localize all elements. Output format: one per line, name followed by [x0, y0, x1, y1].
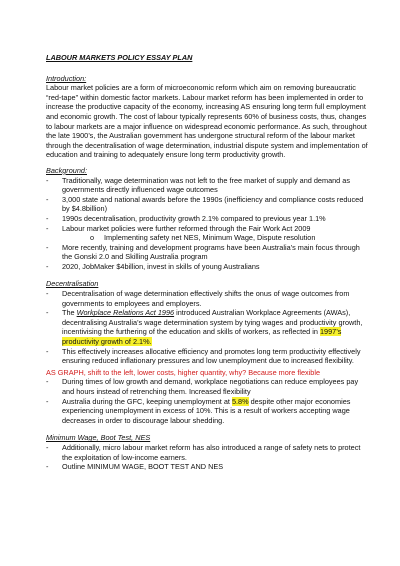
list-item: [46, 289, 372, 308]
list-item: [46, 462, 372, 472]
dash-bullet: -: [46, 442, 49, 452]
dash-bullet: -: [46, 223, 49, 233]
minimum-wage-list: [46, 443, 372, 472]
list-item: [46, 176, 372, 195]
dash-bullet: -: [46, 396, 49, 406]
act-name: Workplace Relations Act 1996: [76, 308, 175, 318]
dash-bullet: -: [46, 377, 49, 387]
dash-bullet: -: [46, 308, 49, 318]
background-heading: Background:: [46, 165, 87, 175]
background-list: [46, 176, 372, 272]
list-item-text: More recently, training and development programs have been Australia’s main focus through the Gonski 2.0 and Skilling Australia program: [62, 242, 360, 262]
list-item: [46, 195, 372, 214]
list-item: [46, 262, 372, 272]
dash-bullet: -: [46, 175, 49, 185]
red-note: AS GRAPH, shift to the left, lower costs, higher quantity, why? Because more flexible: [46, 367, 321, 377]
dash-bullet: -: [46, 346, 49, 356]
list-item-text: 2020, JobMaker $4billion, invest in skills of young Australians: [62, 261, 260, 271]
list-item-text: This effectively increases allocative efficiency and promotes long term productivity effectively ensuring reduced inflationary pressures and low unemployment due to increased flexibility.: [62, 346, 361, 366]
list-item-text: 3,000 state and national awards before the 1990s (inefficiency and compliance costs reduced by $4.8billion): [62, 194, 364, 214]
list-item: [46, 377, 372, 396]
list-item-text: Traditionally, wage determination was not left to the free market of supply and demand as governments directly influenced wage outcomes: [62, 175, 350, 195]
dash-bullet: -: [46, 213, 49, 223]
document-title: LABOUR MARKETS POLICY ESSAY PLAN: [46, 53, 193, 62]
decentralisation-list: [46, 289, 372, 366]
list-item-text: During times of low growth and demand, workplace negotiations can reduce employees pay and hours instead of retrenching them. Increased flexibility: [62, 377, 359, 396]
dash-bullet: -: [46, 462, 49, 472]
dash-bullet: -: [46, 289, 49, 299]
list-item: [46, 443, 372, 462]
dash-bullet: -: [46, 242, 49, 252]
circle-bullet: o: [90, 233, 95, 243]
list-item-text-post: introduced Australian Workplace Agreements (AWAs), decentralising Australia’s wage determination system by tying wages and productivity growth, incentivising the furthering of the education and skills of workers, as reflected in: [62, 308, 363, 337]
dash-bullet: -: [46, 194, 49, 204]
list-item: [46, 214, 372, 224]
list-item-text: Outline MINIMUM WAGE, BOOT TEST AND NES: [62, 462, 224, 472]
intro-paragraph: Labour market policies are a form of microeconomic reform which aim on removing bureaucratic “red-tape” within domestic factor markets. Labour market reform has been implemented in order to increase the productive capacity of the economy, increasing AS ensuring long term full employment and economic growth. The cost of labour typically represents 60% of business costs, thus, changes to labour markets are a major influence on widespread economic performance. As such, throughout the late 1900’s, the Australian government has undergone structural reform of the labour market through the decentralisation of wage determination, industrial dispute system and implementation of education and training to adequately ensure long term productivity growth.: [46, 83, 368, 160]
minimum-wage-heading: Minimum Wage, Boot Test, NES: [46, 433, 151, 443]
document-body: [46, 53, 372, 474]
list-item: [46, 308, 372, 346]
highlighted-text: 1997’s productivity growth of 2.1%.: [62, 327, 342, 347]
dash-bullet: -: [46, 261, 49, 271]
list-item-text-post: despite other major economies experiencing unemployment in excess of 10%. This is a result of workers accepting wage decreases in order to discourage labour shedding.: [62, 396, 351, 425]
highlighted-text: 5.8%: [231, 396, 249, 406]
decentralisation-list-2: [46, 377, 372, 425]
list-item-text: Additionally, micro labour market reform has also introduced a range of safety nets to protect the exploitation of low-income earners.: [62, 442, 361, 462]
list-item: [46, 224, 372, 243]
decentralisation-heading: Decentralisation: [46, 279, 99, 289]
intro-heading: Introduction:: [46, 73, 87, 83]
list-item-text: Decentralisation of wage determination effectively shifts the onus of wage outcomes from governments to employees and employers.: [62, 289, 350, 308]
list-item-text-pre: The: [62, 308, 77, 318]
list-item-text-pre: Australia during the GFC, keeping unemployment at: [62, 396, 232, 406]
list-item: [46, 243, 372, 262]
list-item: [46, 347, 372, 366]
list-item-text: 1990s decentralisation, productivity growth 2.1% compared to previous year 1.1%: [62, 213, 326, 223]
sub-list-item-text: Implementing safety net NES, Minimum Wage, Dispute resolution: [104, 233, 316, 243]
sub-list-item: [90, 233, 372, 243]
list-item-text: Labour market policies were further reformed through the Fair Work Act 2009: [62, 223, 311, 233]
list-item: [46, 397, 372, 426]
sub-list: [62, 233, 372, 243]
